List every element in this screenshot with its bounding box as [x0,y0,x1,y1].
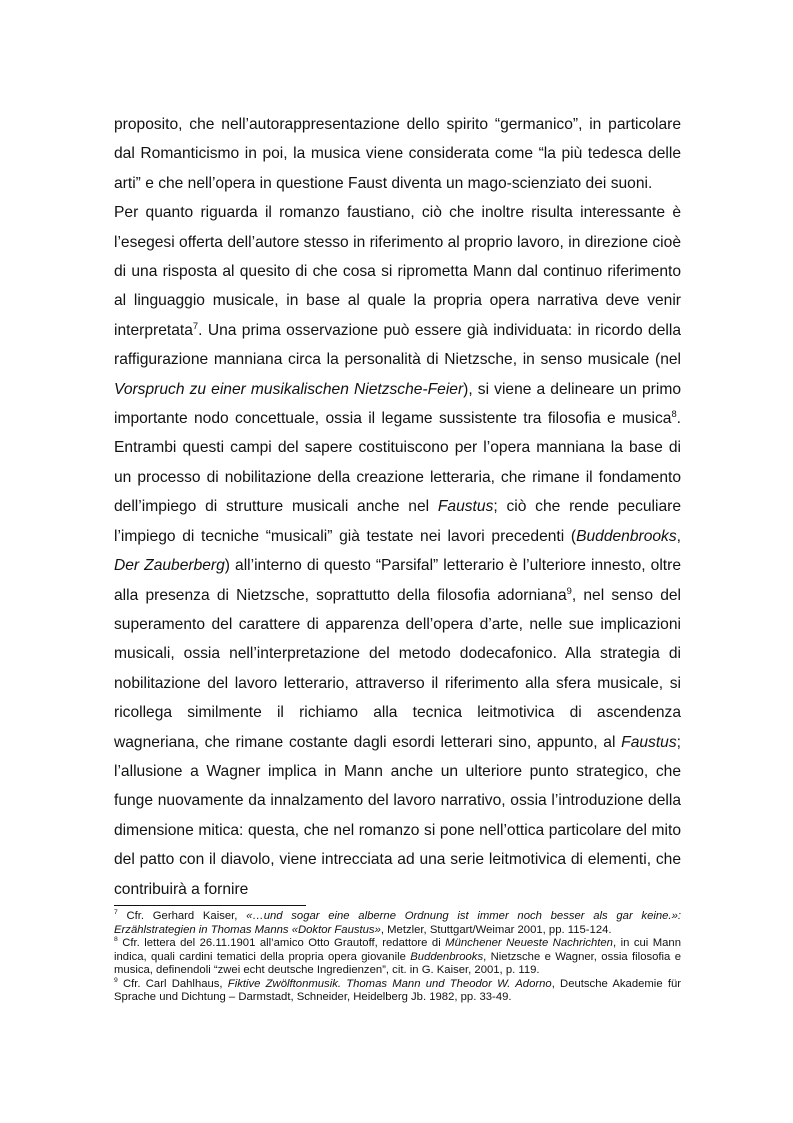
text-run: , [676,527,681,545]
footnote-title: Buddenbrooks [410,950,484,963]
footnote-title: «…und sogar eine alberne Ordnung ist immer noch besser als gar keine.»: Erzählstrategien in Thomas Manns «Doktor Faustus» [114,910,681,936]
footnote-number: 8 [114,936,118,944]
text-run: , Deutsche Akademie für Sprache und Dichtung – Darmstadt, Schneider, Heidelberg Jb. 1982, pp. 33-49. [114,977,681,1003]
text-run: . Una prima osservazione può essere già individuata: in ricordo della raffigurazione manniana circa la personalità di Nietzsche, in senso musicale (nel [114,321,681,369]
title-faustus: Faustus [437,498,494,516]
text-run: , Nietzsche e Wagner, ossia filosofia e musica, definendoli “zwei echt deutsche Ingredienzen”, cit. in G. Kaiser, 2001, p. 119. [114,950,681,976]
footnote-number: 9 [114,976,118,984]
footnote-8 [114,937,681,978]
footnote-ref-8[interactable]: 8 [671,408,677,419]
footnote-7 [114,910,681,937]
title-buddenbrooks: Buddenbrooks [576,527,677,545]
footnote-separator [114,905,306,906]
text-run: ), si viene a delineare un primo importante nodo concettuale, ossia il legame sussistente tra filosofia e musica [114,380,681,428]
body-text [114,110,681,904]
paragraph-2 [114,198,681,904]
text-run: , Metzler, Stuttgart/Weimar 2001, pp. 115-124. [380,923,612,936]
footnote-title: Münchener Neueste Nachrichten [445,937,613,949]
title-vorspruch: Vorspruch zu einer musikalischen Nietzsche-Feier [114,380,464,398]
footnote-ref-7[interactable]: 7 [192,320,199,331]
text-run: Cfr. Gerhard Kaiser, [117,910,247,922]
title-zauberberg: Der Zauberberg [114,557,225,575]
footnote-number: 7 [114,909,118,917]
paragraph-1 [114,110,681,198]
footnote-ref-9[interactable]: 9 [566,585,572,596]
text-run: , nel senso del superamento del carattere di apparenza dell’opera d’arte, nelle sue implicazioni musicali, ossia nell’interpretazione del metodo dodecafonico. Alla strategia di nobilitazione del lavoro letterario, attraverso il riferimento alla sfera musicale, si ricollega similmente il richiamo alla tecnica leitmotivica di ascendenza wagneriana, che rimane costante dagli esordi letterari sino, appunto, al [114,586,682,751]
title-faustus: Faustus [621,733,677,751]
text-run: ; ciò che rende peculiare l’impiego di tecniche “musicali” già testate nei lavori precedenti ( [114,498,682,545]
text-run: Cfr. lettera del 26.11.1901 all’amico Otto Grautoff, redattore di [117,937,446,949]
text-run: ; l’allusione a Wagner implica in Mann anche un ulteriore punto strategico, che funge nuovamente da innalzamento del lavoro narrativo, ossia l’introduzione della dimensione mitica: questa, che nel romanzo si pone nell’ottica particolare del mito del patto con il diavolo, viene intrecciata ad una serie leitmotivica di elementi, che contribuirà a fornire [114,733,681,898]
text-run: Cfr. Carl Dahlhaus, [117,977,228,990]
text-run: . Entrambi questi campi del sapere costituiscono per l’opera manniana la base di un processo di nobilitazione della creazione letteraria, che rimane il fondamento dell’impiego di strutture musicali anche nel [114,410,681,516]
text-run: ) all’interno di questo “Parsifal” letterario è l’ulteriore innesto, oltre alla presenza di Nietzsche, soprattutto della filosofia adorniana [114,557,682,604]
paragraph-1-text: proposito, che nell’autorappresentazione dello spirito “germanico”, in particolare dal Romanticismo in poi, la musica viene considerata come “la più tedesca delle arti” e che nell’opera in questione Faust diventa un mago-scienziato dei suoni. [114,116,681,192]
footnotes [114,910,681,1005]
footnote-9 [114,978,681,1005]
footnote-title: Fiktive Zwölftonmusik. Thomas Mann und Theodor W. Adorno [227,977,552,990]
text-run: , in cui Mann indica, quali cardini tematici della propria opera giovanile [114,937,681,963]
text-run: Per quanto riguarda il romanzo faustiano, ciò che inoltre risulta interessante è l’esegesi offerta dell’autore stesso in riferimento al proprio lavoro, in direzione cioè di una risposta al quesito di che cosa si riprometta Mann dal continuo riferimento al linguaggio musicale, in base al quale la propria opera narrativa deve venir interpretata [114,204,681,339]
